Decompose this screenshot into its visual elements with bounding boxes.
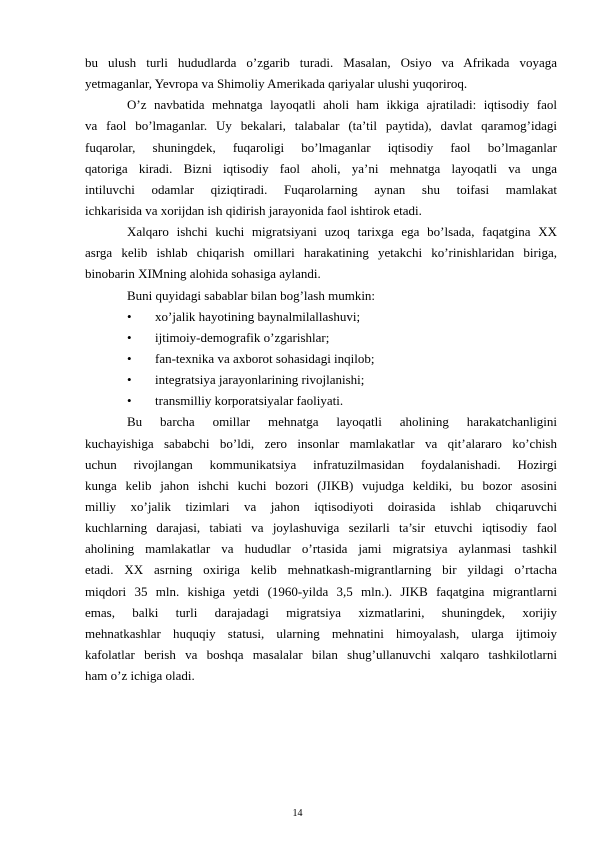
bullet-icon: • [127, 393, 132, 409]
text-line: uchun rivojlangan kommunikatsiya infratuzilmasidan foydalanishadi. Hozirgi [85, 456, 557, 472]
list-item-text: ijtimoiy-demografik o’zgarishlar; [155, 329, 330, 345]
text-line: va faol bo’lmaganlar. Uy bekalari, talabalar (ta’til paytida), davlat qaramog’idagi [85, 118, 557, 134]
text-line: emas, balki turli darajadagi migratsiya xizmatlarini, shuningdek, xorijiy [85, 604, 557, 620]
text-line: Buni quyidagi sabablar bilan bog’lash mumkin: [127, 287, 376, 303]
paragraph [85, 221, 557, 284]
text-line: aholining mamlakatlar va hududlar o’rtasida jami migratsiya aylanmasi tashkil [85, 541, 557, 557]
paragraph [85, 411, 557, 686]
list-item [85, 369, 557, 390]
text-line: qatoriga kiradi. Bizni iqtisodiy faol aholi, ya’ni mehnatga layoqatli va unga [85, 160, 557, 176]
page-number: 14 [292, 808, 303, 819]
bullet-icon: • [127, 372, 132, 388]
bullet-icon: • [127, 350, 132, 366]
text-line: kuchlarning darajasi, tabiati va joylashuviga sezilarli ta’sir etuvchi iqtisodiy faol [85, 520, 557, 536]
list-item-text: integratsiya jarayonlarining rivojlanishi; [155, 372, 365, 388]
list-item [85, 348, 557, 369]
text-line: asrga kelib ishlab chiqarish omillari harakatining yetakchi ko’rinishlaridan biriga, [85, 245, 557, 261]
list-item [85, 390, 557, 411]
text-line: binobarin XIMning alohida sohasiga aylandi. [85, 266, 321, 282]
paragraph [85, 94, 557, 221]
text-line: kafolatlar berish va boshqa masalalar bilan shug’ullanuvchi xalqaro tashkilotlarni [85, 646, 557, 662]
text-line: kuchayishiga sababchi bo’ldi, zero insonlar mamlakatlar va qit’alararo ko’chish [85, 435, 557, 451]
text-line: yetmaganlar, Yevropa va Shimoliy Amerikada qariyalar ulushi yuqoriroq. [85, 76, 468, 92]
bullet-list [85, 306, 557, 412]
list-item-text: transmilliy korporatsiyalar faoliyati. [155, 393, 344, 409]
text-line: Bu barcha omillar mehnatga layoqatli aholining harakatchanligini [127, 414, 557, 430]
list-item [85, 306, 557, 327]
bullet-icon: • [127, 329, 132, 345]
bullet-icon: • [127, 308, 132, 324]
list-item [85, 327, 557, 348]
text-line: Xalqaro ishchi kuchi migratsiyani uzoq tarixga ega bo’lsada, faqatgina XX [127, 224, 557, 240]
list-item-text: xo’jalik hayotining baynalmilallashuvi; [155, 308, 361, 324]
text-line: ichkarisida va xorijdan ish qidirish jarayonida faol ishtirok etadi. [85, 202, 422, 218]
list-item-text: fan-texnika va axborot sohasidagi inqilob; [155, 350, 375, 366]
text-line: milliy xo’jalik tizimlari va jahon iqtisodiyoti doirasida ishlab chiqaruvchi [85, 498, 557, 514]
text-line: O’z navbatida mehnatga layoqatli aholi ham ikkiga ajratiladi: iqtisodiy faol [127, 97, 557, 113]
text-line: ham o’z ichiga oladi. [85, 668, 195, 684]
paragraph [85, 52, 557, 94]
text-line: intiluvchi odamlar qiziqtiradi. Fuqarolarning aynan shu toifasi mamlakat [85, 181, 557, 197]
text-line: etadi. XX asrning oxiriga kelib mehnatkash-migrantlarning bir yildagi o’rtacha [85, 562, 557, 578]
document-body [85, 52, 557, 686]
paragraph [85, 285, 557, 306]
text-line: fuqarolar, shuningdek, fuqaroligi bo’lmaganlar iqtisodiy faol bo’lmaganlar [85, 139, 557, 155]
text-line: mehnatkashlar huquqiy statusi, ularning mehnatini himoyalash, ularga ijtimoiy [85, 625, 557, 641]
text-line: bu ulush turli hududlarda o’zgarib turadi. Masalan, Osiyo va Afrikada voyaga [85, 55, 557, 70]
text-line: kunga kelib jahon ishchi kuchi bozori (JIKB) vujudga keldiki, bu bozor asosini [85, 477, 557, 493]
text-line: miqdori 35 mln. kishiga yetdi (1960-yilda 3,5 mln.). JIKB faqatgina migrantlarni [85, 583, 557, 599]
